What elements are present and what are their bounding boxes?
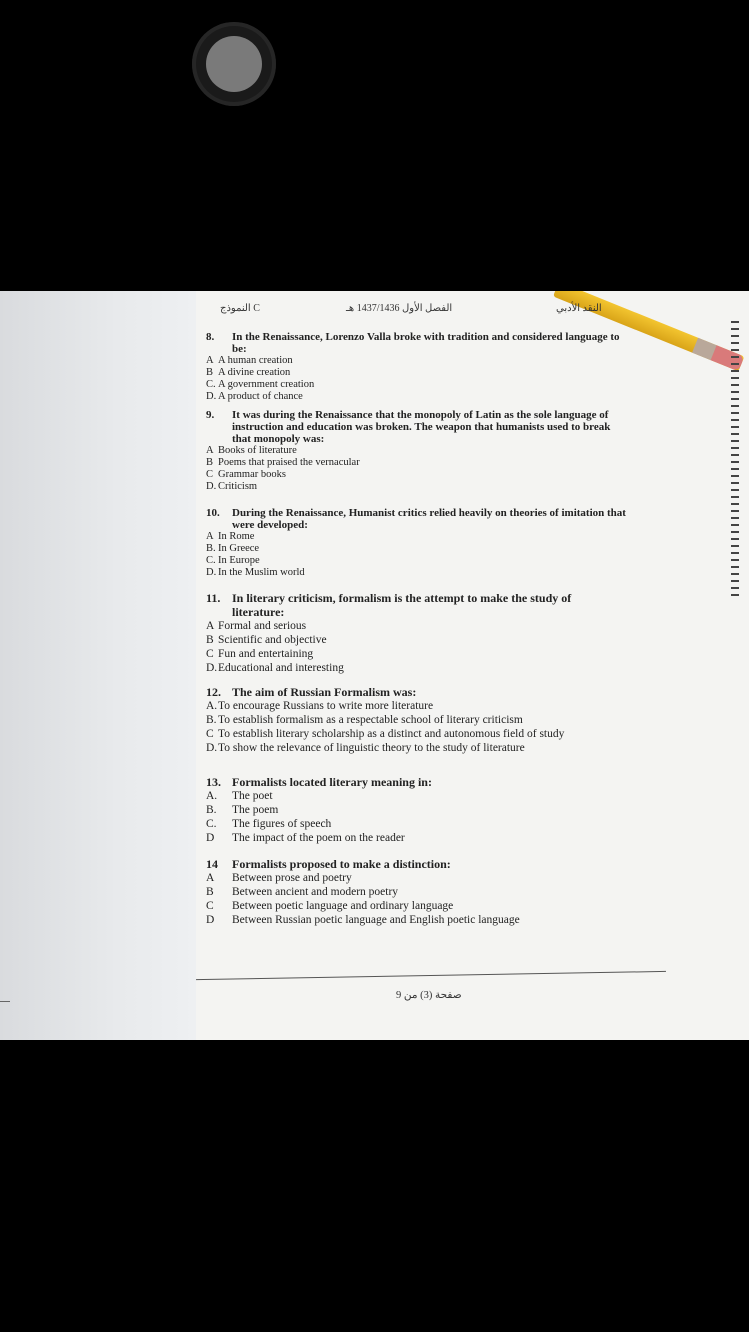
question-number: 10. bbox=[206, 507, 220, 519]
question-10 bbox=[206, 507, 626, 579]
option-a: A Books of literature bbox=[206, 445, 297, 456]
option-d: D. In the Muslim world bbox=[206, 567, 305, 578]
paper-edge bbox=[0, 291, 196, 1040]
header-term: الفصل الأول 1437/1436 هـ bbox=[346, 303, 453, 314]
option-b: B Poems that praised the vernacular bbox=[206, 457, 360, 468]
option-b: B A divine creation bbox=[206, 367, 291, 378]
question-9 bbox=[206, 409, 626, 493]
option-b: B. The poem bbox=[206, 804, 279, 816]
document-photo bbox=[0, 291, 749, 1040]
question-stem: The aim of Russian Formalism was: bbox=[232, 685, 417, 699]
header-form: النموذج C bbox=[220, 303, 260, 314]
question-stem: During the Renaissance, Humanist critics relied heavily on theories of imitation that were developed: bbox=[232, 507, 626, 531]
option-a: A Between prose and poetry bbox=[206, 872, 352, 884]
option-d: D. Educational and interesting bbox=[206, 662, 344, 674]
footer-divider bbox=[196, 971, 666, 980]
option-b: B. To establish formalism as a respectable school of literary criticism bbox=[206, 714, 523, 726]
question-number: 14 bbox=[206, 857, 218, 871]
header-course: النقد الأدبي bbox=[556, 303, 602, 314]
question-number: 9. bbox=[206, 409, 215, 421]
option-c: C. The figures of speech bbox=[206, 818, 332, 830]
camera-capture-button[interactable] bbox=[192, 22, 276, 106]
question-stem: In literary criticism, formalism is the attempt to make the study of literature: bbox=[232, 591, 572, 619]
option-d: D. Criticism bbox=[206, 481, 258, 492]
option-a: A A human creation bbox=[206, 355, 293, 366]
option-c: C Fun and entertaining bbox=[206, 648, 314, 660]
question-stem: Formalists located literary meaning in: bbox=[232, 775, 432, 789]
question-stem: Formalists proposed to make a distinction: bbox=[232, 857, 451, 871]
question-stem: In the Renaissance, Lorenzo Valla broke with tradition and considered language to be: bbox=[232, 331, 620, 355]
option-d: D. A product of chance bbox=[206, 391, 303, 402]
option-c: C. A government creation bbox=[206, 379, 315, 390]
margin-mark bbox=[0, 1001, 10, 1002]
question-11 bbox=[206, 591, 626, 675]
ruler-marks bbox=[729, 321, 741, 611]
question-13 bbox=[206, 775, 626, 845]
question-stem: It was during the Renaissance that the monopoly of Latin as the sole language of instruction and education was broken. The weapon that humanists used to break that monopoly was: bbox=[232, 409, 611, 445]
question-number: 11. bbox=[206, 591, 221, 605]
option-a: A. The poet bbox=[206, 790, 273, 802]
option-d: D The impact of the poem on the reader bbox=[206, 832, 405, 844]
exam-page bbox=[196, 291, 749, 1040]
option-a: A In Rome bbox=[206, 531, 255, 542]
option-c: C. In Europe bbox=[206, 555, 260, 566]
option-a: A. To encourage Russians to write more literature bbox=[206, 700, 434, 712]
option-a: A Formal and serious bbox=[206, 620, 307, 632]
option-c: C To establish literary scholarship as a distinct and autonomous field of study bbox=[206, 728, 565, 740]
question-number: 13. bbox=[206, 775, 221, 789]
question-14 bbox=[206, 857, 626, 927]
question-12 bbox=[206, 685, 626, 755]
option-c: C Between poetic language and ordinary language bbox=[206, 900, 454, 912]
option-d: D. To show the relevance of linguistic theory to the study of literature bbox=[206, 742, 525, 754]
question-number: 12. bbox=[206, 685, 221, 699]
option-c: C Grammar books bbox=[206, 469, 286, 480]
capture-circle-icon bbox=[206, 36, 262, 92]
question-number: 8. bbox=[206, 331, 215, 343]
option-b: B Between ancient and modern poetry bbox=[206, 886, 399, 898]
question-8 bbox=[206, 331, 626, 403]
option-d: D Between Russian poetic language and English poetic language bbox=[206, 914, 520, 926]
page-number: صفحة (3) من 9 bbox=[396, 990, 462, 1001]
option-b: B. In Greece bbox=[206, 543, 260, 554]
option-b: B Scientific and objective bbox=[206, 634, 327, 646]
